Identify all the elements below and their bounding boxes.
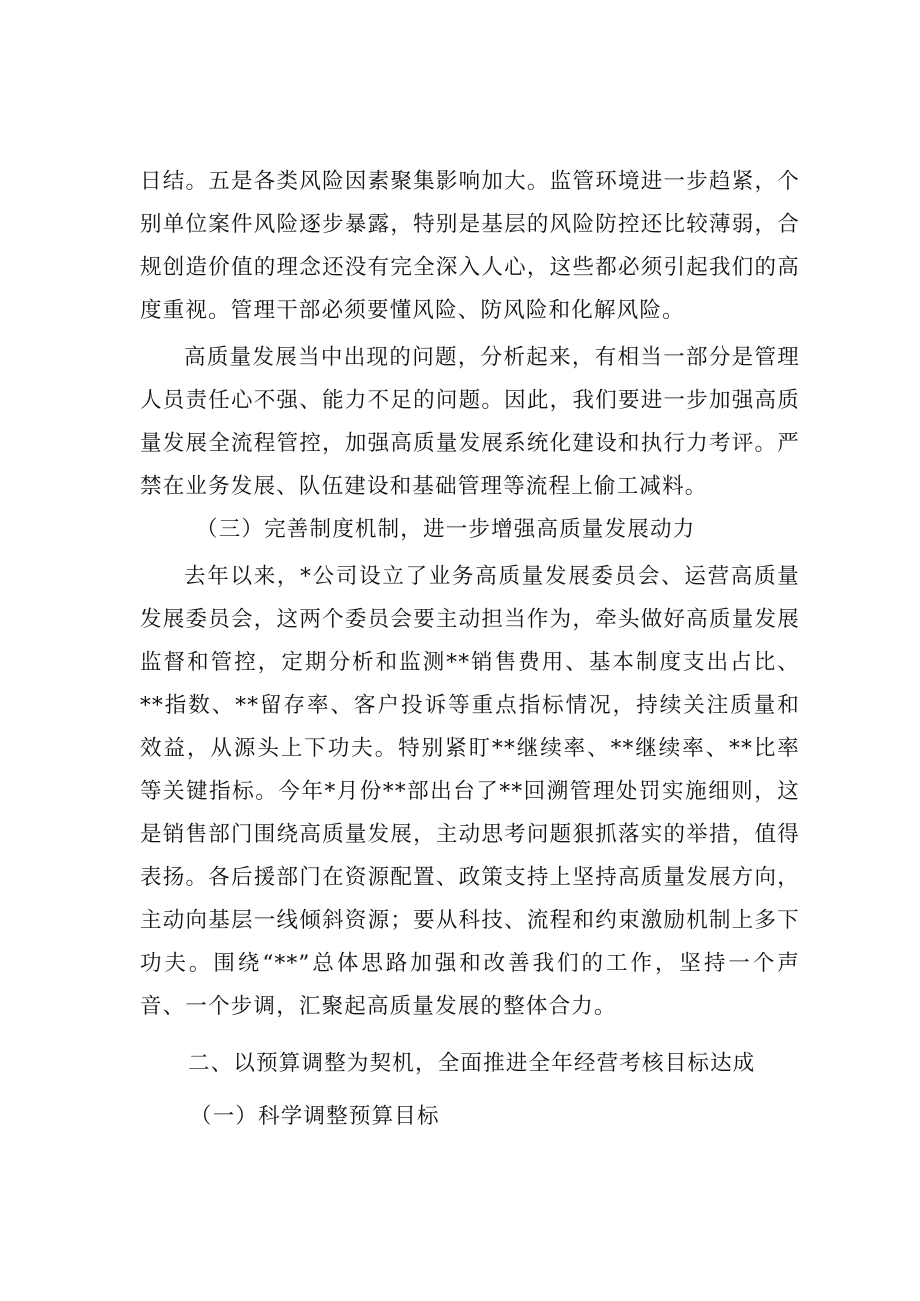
- document-page: [140, 160, 800, 1138]
- paragraph-1: 日结。五是各类风险因素聚集影响加大。监管环境进一步趋紧，个别单位案件风险逐步暴露，特别是基层的风险防控还比较薄弱，合规创造价值的理念还没有完全深入人心，这些都必须引起我们的高度重视。管理干部必须要懂风险、防风险和化解风险。: [140, 169, 800, 323]
- section-heading-3: （三）完善制度机制，进一步增强高质量发展动力: [196, 517, 696, 542]
- section-heading-2: 二、以预算调整为契机，全面推进全年经营考核目标达成: [188, 1051, 756, 1076]
- subsection-heading-2-1: （一）科学调整预算目标: [190, 1104, 440, 1129]
- paragraph-3: 去年以来，*公司设立了业务高质量发展委员会、运营高质量发展委员会，这两个委员会要主动担当作为，牵头做好高质量发展监督和管控，定期分析和监测**销售费用、基本制度支出占比、**指数、**留存率、客户投诉等重点指标情况，持续关注质量和效益，从源头上下功夫。特别紧盯**继续率、**继续率、**比率等关键指标。今年*月份**部出台了**回溯管理处罚实施细则，这是销售部门围绕高质量发展，主动思考问题狠抓落实的举措，值得表扬。各后援部门在资源配置、政策支持上坚持高质量发展方向，主动向基层一线倾斜资源；要从科技、流程和约束激励机制上多下功夫。围绕“**”总体思路加强和改善我们的工作，坚持一个声音、一个步调，汇聚起高质量发展的整体合力。: [140, 564, 800, 1019]
- paragraph-2: 高质量发展当中出现的问题，分析起来，有相当一部分是管理人员责任心不强、能力不足的问题。因此，我们要进一步加强高质量发展全流程管控，加强高质量发展系统化建设和执行力考评。严禁在业务发展、队伍建设和基础管理等流程上偷工减料。: [140, 345, 800, 499]
